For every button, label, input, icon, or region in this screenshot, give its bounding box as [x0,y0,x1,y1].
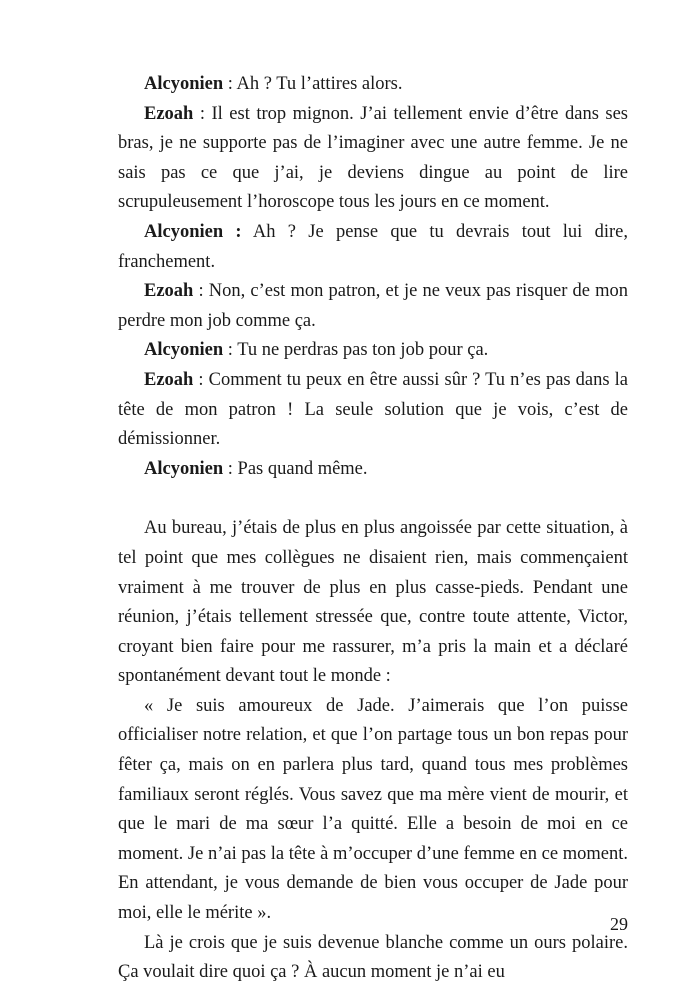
section-break [118,484,628,514]
dialogue-line [118,336,628,366]
page-number: 29 [610,914,628,934]
dialogue-text: Tu ne perdras pas ton job pour ça. [237,340,489,361]
speaker-name: Ezoah [144,281,194,302]
speaker-name: Alcyonien : [144,221,242,242]
narrative-paragraph: Là je crois que je suis devenue blanche comme un ours polaire. Ça voulait dire quoi ça ? À aucun moment je n’ai eu [118,932,628,983]
dialogue-line [118,277,628,336]
dialogue-text: Ah ? Je pense que tu devrais tout lui dire, franchement. [118,221,628,272]
speaker-separator: : [193,281,209,302]
speaker-separator: : [193,369,209,390]
speaker-name: Alcyonien [144,458,224,479]
dialogue-line [118,218,628,277]
dialogue-line [118,455,628,485]
speaker-name: Alcyonien [144,74,224,94]
dialogue-line [118,100,628,218]
dialogue-line [118,366,628,455]
dialogue-line [118,70,628,100]
speaker-name: Ezoah [144,103,194,124]
dialogue-text: Comment tu peux en être aussi sûr ? Tu n’es pas dans la tête de mon patron ! La seule solution que je vois, c’est de démissionner. [118,369,628,450]
dialogue-text: Ah ? Tu l’attires alors. [236,74,403,94]
dialogue-text: Pas quand même. [237,458,368,479]
dialogue-text: Non, c’est mon patron, et je ne veux pas risquer de mon perdre mon job comme ça. [118,281,628,331]
speaker-separator: : [223,74,237,94]
speaker-separator: : [223,458,238,479]
speaker-separator: : [193,103,212,124]
speaker-name: Alcyonien [144,340,224,361]
speaker-separator [242,222,253,242]
speaker-name: Ezoah [144,369,194,390]
page-text [118,70,628,988]
dialogue-text: Il est trop mignon. J’ai tellement envie d’être dans ses bras, je ne supporte pas de l’imaginer avec une autre femme. Je ne sais pas ce que j’ai, je deviens dingue au point de lire scrupuleusement l’horoscope tous les jours en ce moment. [118,103,629,213]
speaker-separator: : [223,340,238,361]
narrative-paragraph: Au bureau, j’étais de plus en plus angoissée par cette situation, à tel point que mes collègues ne disaient rien, mais commençaient vraiment à me trouver de plus en plus casse-pieds. Pendant une réunion, j’étais tellement stressée que, contre toute attente, Victor, croyant bien faire pour me rassurer, m’a pris la main et a déclaré spontanément devant tout le monde : [118,518,628,687]
narrative-paragraph: « Je suis amoureux de Jade. J’aimerais que l’on puisse officialiser notre relation, et que l’on partage tous un bon repas pour fêter ça, mais on en parlera plus tard, quand tous mes problèmes familiaux seront réglés. Vous savez que ma mère vient de mourir, et que le mari de ma sœur l’a quitté. Elle a besoin de moi en ce moment. Je n’ai pas la tête à m’occuper d’une femme en ce moment. En attendant, je vous demande de bien vous occuper de Jade pour moi, elle le mérite ». [118,695,628,924]
